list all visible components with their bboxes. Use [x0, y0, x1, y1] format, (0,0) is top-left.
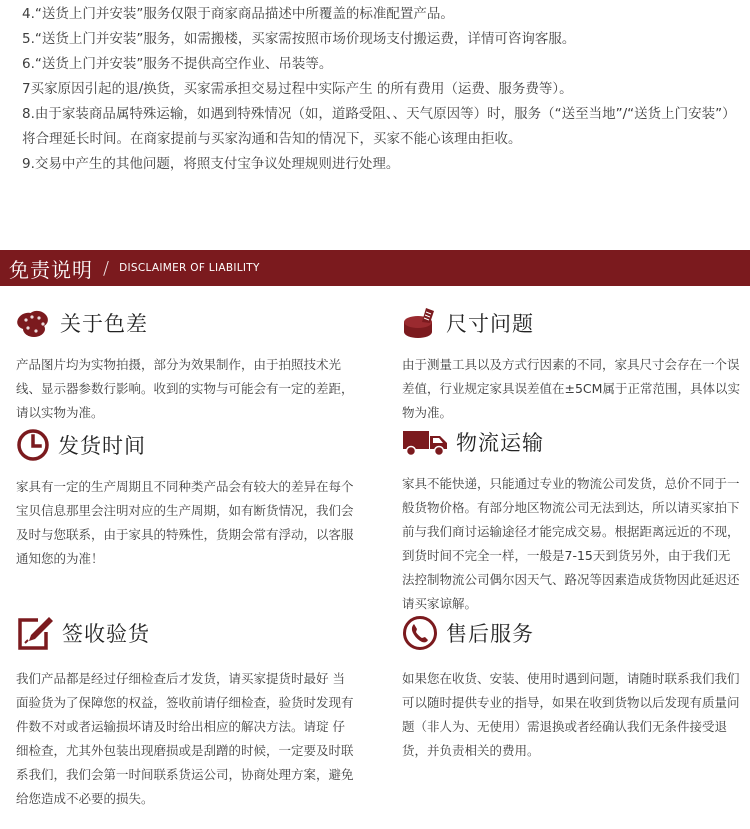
section-title: 签收验货	[62, 622, 150, 646]
section-body: 如果您在收货、安装、使用时遇到问题，请随时联系我们我们可以随时提供专业的指导，如果在收到货物以后发现有质量问题（非人为、无使用）需退换或者经确认我们无条件接受退货，并负责相关的费用。	[402, 671, 740, 758]
terms-line-8: 8.由于家装商品属特殊运输，如遇到特殊情况（如，道路受阻、、天气原因等）时，服务（“送至当地”/“送货上门安装”）将合理延长时间。在商家提前与买家沟通和告知的情况下，买家不能心该理由拒收。	[22, 106, 729, 147]
section-body: 产品图片均为实物拍摄，部分为效果制作，由于拍照技术光线、显示器参数行影响。收到的实物与可能会有一定的差距，请以实物为准。	[16, 357, 354, 420]
section-size	[402, 303, 742, 425]
section-title: 物流运输	[456, 431, 544, 455]
section-body: 家具有一定的生产周期且不同种类产品会有较大的差异在每个宝贝信息那里会注明对应的生产周期，如有断货情况，我们会及时与您联系，由于家具的特殊性，货期会常有浮动，以客服通知您的为准！	[16, 479, 354, 566]
section-color-difference	[16, 303, 356, 425]
banner-divider: /	[103, 257, 110, 279]
banner-title-cn: 免责说明	[9, 257, 93, 282]
disclaimer-banner	[0, 250, 750, 286]
sign-icon	[16, 614, 54, 652]
section-body: 家具不能快递，只能通过专业的物流公司发货，总价不同于一般货物价格。有部分地区物流公司无法到达，所以请买家拍下前与我们商讨运输途径才能完成交易。根据距离远近的不现，到货时间不完全一样，一般是7-15天到货另外，由于我们无法控制物流公司偶尔因天气、路况等因素造成货物因此延迟还请买家谅解。	[402, 476, 740, 611]
section-title: 发货时间	[58, 434, 146, 458]
terms-line-7: 7买家原因引起的退/换货，买家需承担交易过程中实际产生 的所有费用（运费、服务费等）。	[22, 81, 573, 97]
phone-icon	[402, 615, 438, 651]
clock-icon	[16, 428, 50, 462]
section-after-sales	[402, 613, 742, 763]
truck-icon	[402, 426, 448, 458]
terms-line-5: 5.“送货上门并安装”服务，如需搬楼，买家需按照市场价现场支付搬运费，详情可咨询客服。	[22, 31, 576, 47]
section-delivery-time	[16, 425, 356, 571]
terms-line-9: 9.交易中产生的其他问题，将照支付宝争议处理规则进行处理。	[22, 156, 400, 172]
terms-list	[22, 0, 734, 177]
terms-line-4: 4.“送货上门并安装”服务仅限于商家商品描述中所覆盖的标准配置产品。	[22, 6, 454, 22]
banner-title-en: DISCLAIMER OF LIABILITY	[119, 262, 260, 274]
section-title: 售后服务	[446, 622, 534, 646]
section-logistics	[402, 422, 742, 616]
palette-icon	[16, 307, 52, 339]
ruler-icon	[402, 305, 438, 341]
section-body: 由于测量工具以及方式行因素的不同，家具尺寸会存在一个误差值，行业规定家具误差值在±5CM属于正常范围，具体以实物为准。	[402, 357, 740, 420]
section-body: 我们产品都是经过仔细检查后才发货，请买家提货时最好 当面验货为了保障您的权益，签收前请仔细检查，验货时发现有件数不对或者运输损坏请及时给出相应的解决方法。请琔 仔细检查，尤其外包装出现磨损或是刮蹭的时候，一定要及时联系我们，我们会第一时间联系货运公司，协商处理方案，避免给您造成不必要的损失。	[16, 671, 354, 806]
section-title: 尺寸问题	[446, 312, 534, 336]
section-title: 关于色差	[60, 312, 148, 336]
terms-line-6: 6.“送货上门并安装”服务不提供高空作业、吊装等。	[22, 56, 333, 72]
section-sign-inspection	[16, 613, 356, 811]
